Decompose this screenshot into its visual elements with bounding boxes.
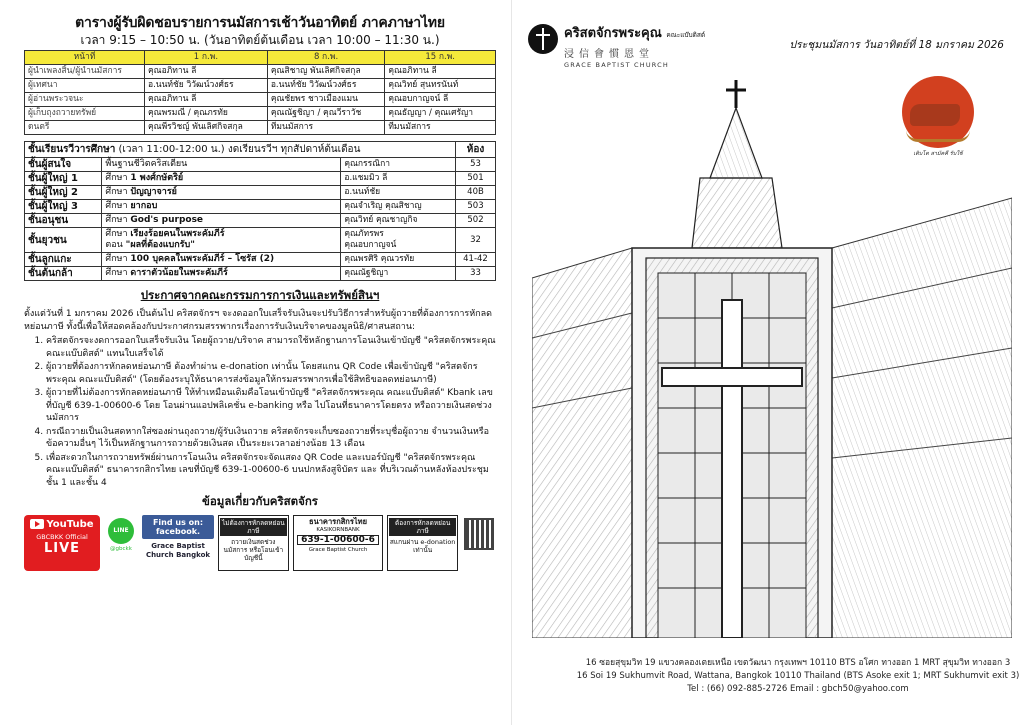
- subject-text: ศึกษา: [105, 201, 128, 211]
- table-cell: อ.นนท์ชัย วิวัฒน์วงศ์ธร: [145, 79, 268, 93]
- notice-title: ประกาศจากคณะกรรมการการเงินและทรัพย์สินฯ: [140, 288, 380, 302]
- class-subject: [102, 267, 341, 281]
- subject-text: ศึกษา: [105, 187, 128, 197]
- list-item: 2. ผู้ถวายที่ต้องการหักลดหย่อนภาษี ต้องทำผ่าน e-donation เท่านั้น โดยสแกน QR Code เพื่อเข้าบัญชี "คริสตจักรพระคุณ คณะแบ๊บติสต์" (โดยต้องระบุให้ธนาคารส่งข้อมูลให้กรมสรรพากรเพื่อใช้สิทธิขอลดหย่อนภาษี): [46, 361, 496, 386]
- facebook-badge[interactable]: [142, 515, 214, 571]
- youtube-play-icon: [30, 519, 44, 529]
- class-room: 503: [456, 200, 496, 214]
- youtube-brand: YouTube: [46, 519, 94, 530]
- steeple: [710, 108, 762, 178]
- schedule-title: ตารางผู้รับผิดชอบรายการนมัสการเช้าวันอาทิตย์ ภาคภาษาไทย: [75, 15, 445, 31]
- table-cell: คุณณัฐชิญา / คุณวีราวัช: [267, 107, 385, 121]
- facebook-logo: Find us on: facebook.: [142, 515, 214, 539]
- church-emblem-icon: [892, 74, 984, 166]
- table-row: [25, 253, 496, 267]
- table-row: [25, 172, 496, 186]
- class-teacher: คุณณัฐชิญา: [341, 267, 456, 281]
- cross-logo-icon: [528, 24, 558, 54]
- address-en: 16 Soi 19 Sukhumvit Road, Wattana, Bangkok 10110 Thailand (BTS Asoke exit 1; MRT Sukhumvit exit 3): [576, 671, 1020, 681]
- subject-text: ศึกษา: [105, 268, 128, 278]
- class-teacher: อ.แชมมิว ลี: [341, 172, 456, 186]
- table-row: [25, 79, 496, 93]
- class-room: 32: [456, 228, 496, 253]
- class-subject: [102, 228, 341, 253]
- class-name: ชั้นผู้ใหญ่ 2: [25, 186, 102, 200]
- church-name-th-text: คริสตจักรพระคุณ: [564, 26, 662, 41]
- class-teacher: คุณพรศิริ คุณวรทัย: [341, 253, 456, 267]
- table-cell: ทีมนมัสการ: [267, 121, 385, 135]
- table-row: [25, 107, 496, 121]
- role-cell: ผู้เก็บถุงถวายทรัพย์: [25, 107, 145, 121]
- class-subject: [102, 253, 341, 267]
- church-denomination: คณะแบ๊บติสต์: [666, 31, 706, 39]
- right-wing: [832, 198, 1012, 638]
- class-name: ชั้นผู้ใหญ่ 3: [25, 200, 102, 214]
- subject-book: ยากอบ: [130, 201, 158, 211]
- class-name: ชั้นผู้สนใจ: [25, 158, 102, 172]
- account-number: 639-1-00600-6: [297, 535, 380, 545]
- church-name-cn: 浸信會慣恩堂: [564, 49, 654, 60]
- table-row: [25, 93, 496, 107]
- subject-book: ดาราตัวน้อยในพระคัมภีร์: [130, 268, 228, 278]
- role-cell: ผู้นำเพลงสิ้น/ผู้นำนมัสการ: [25, 65, 145, 79]
- subject-text: พื้นฐานชีวิตคริสเตียน: [105, 159, 188, 169]
- class-name: ชั้นผู้ใหญ่ 1: [25, 172, 102, 186]
- classes-header: [25, 142, 456, 158]
- class-room: 53: [456, 158, 496, 172]
- youtube-badge[interactable]: [24, 515, 100, 571]
- no-deduction-box: [218, 515, 289, 571]
- classes-title: ชั้นเรียนรวีวารศึกษา: [28, 144, 116, 155]
- class-name: ชั้นลูกแกะ: [25, 253, 102, 267]
- qr-code-icon: [464, 518, 494, 550]
- class-teacher: คุณจำเริญ คุณสิชาญ: [341, 200, 456, 214]
- tower: [692, 178, 782, 248]
- bank-name: ธนาคารกสิกรไทย: [309, 517, 367, 526]
- table-cell: คุณพรมณี / คุณภรทัย: [145, 107, 268, 121]
- class-teacher: อ.นนท์ชัย: [341, 186, 456, 200]
- subject-book: ปัญญาจารย์: [130, 187, 177, 197]
- role-cell: ผู้อ่านพระวจนะ: [25, 93, 145, 107]
- notice-list: [24, 335, 496, 489]
- church-info-title: ข้อมูลเกี่ยวกับคริสตจักร: [202, 494, 318, 508]
- right-page: [512, 0, 1024, 725]
- account-name: Grace Baptist Church: [308, 547, 368, 553]
- left-wing: [532, 248, 632, 638]
- table-cell: คุณอภิทาน ลี: [385, 65, 496, 79]
- table-row: [25, 267, 496, 281]
- subject-text: ศึกษา: [105, 229, 128, 239]
- qr-code[interactable]: [462, 515, 496, 571]
- service-date: ประชุมนมัสการ วันอาทิตย์ที่ 18 มกราคม 2026: [789, 39, 1004, 51]
- table-row: [25, 158, 496, 172]
- class-subject: [102, 158, 341, 172]
- column-header: 15 ก.พ.: [385, 51, 496, 65]
- schedule-subtitle: เวลา 9:15 – 10:50 น. (วันอาทิตย์ต้นเดือน เวลา 10:00 – 11:30 น.): [80, 33, 440, 47]
- contact-info: Tel : (66) 092-885-2726 Email : gbch50@yahoo.com: [687, 684, 909, 694]
- table-cell: คุณธัญญา / คุณเศรัญา: [385, 107, 496, 121]
- table-header-row: [25, 51, 496, 65]
- no-deduction-title: ไม่ต้องการหักลดหย่อนภาษี: [221, 519, 285, 535]
- table-header-row: [25, 142, 496, 158]
- subject-book: เรียงร้อยคนในพระคัมภีร์: [130, 229, 225, 239]
- church-name-th: [564, 22, 705, 43]
- bank-name-en: KASIKORNBANK: [316, 527, 360, 533]
- class-room: 41-42: [456, 253, 496, 267]
- notice-intro: ตั้งแต่วันที่ 1 มกราคม 2026 เป็นต้นไป คริสตจักรฯ จะงดออกใบเสร็จรับเงินจะปรับวิธีการสำหรับผู้ถวายที่ต้องการการหักลดหย่อนภาษี ทั้งนี้เพื่อให้สอดคล้องกับประกาศกรมสรรพากรเรื่องการรับเงินบริจาคของมูลนิธิ/ศาสนสถาน:: [24, 309, 492, 332]
- line-id: @gbckk: [110, 546, 132, 552]
- table-cell: คุณอภิทาน ลี: [145, 93, 268, 107]
- class-name: ชั้นยุวชน: [25, 228, 102, 253]
- church-info-row: [24, 515, 496, 571]
- column-header: 1 ก.พ.: [145, 51, 268, 65]
- role-cell: ผู้เทศนา: [25, 79, 145, 93]
- table-cell: อ.นนท์ชัย วิวัฒน์วงศ์ธร: [267, 79, 385, 93]
- class-subject: [102, 172, 341, 186]
- deduction-box: [387, 515, 458, 571]
- line-badge[interactable]: [104, 515, 138, 571]
- table-cell: คุณพีรวิชญ์ พันเลิศกิจสกุล: [145, 121, 268, 135]
- youtube-channel: GBCBKK Official: [36, 533, 88, 541]
- sunday-school-table: [24, 141, 496, 281]
- table-row: [25, 65, 496, 79]
- subject-text: ศึกษา: [105, 254, 128, 264]
- church-name: [564, 22, 705, 69]
- teacher-name: คุณอบกาญจน์: [344, 240, 397, 250]
- table-cell: ทีมนมัสการ: [385, 121, 496, 135]
- table-row: [25, 214, 496, 228]
- line-logo-icon: LINE: [108, 518, 134, 544]
- table-cell: คุณอภิทาน ลี: [145, 65, 268, 79]
- teacher-name: คุณภัทรพร: [344, 229, 384, 239]
- class-room: 40B: [456, 186, 496, 200]
- column-header: 8 ก.พ.: [267, 51, 385, 65]
- list-item: 3. ผู้ถวายที่ไม่ต้องการหักลดหย่อนภาษี ให้ทำเหมือนเดิมคือโอนเข้าบัญชี "คริสตจักรพระคุณ คณะแบ๊บติสต์" Kbank เลขที่บัญชี 639-1-00600-6 โดย โอนผ่านแอปพลิเคชั่น e-banking หรือ ไปโอนที่ธนาคารโดยตรง หรือถวายเงินสดช่วงนมัสการ: [46, 387, 496, 425]
- duty-schedule-table: [24, 50, 496, 135]
- class-teacher: คุณกรรณิกา: [341, 158, 456, 172]
- role-cell: ดนตรี: [25, 121, 145, 135]
- class-subject: [102, 200, 341, 214]
- table-row: [25, 200, 496, 214]
- class-room: 502: [456, 214, 496, 228]
- address-th: 16 ซอยสุขุมวิท 19 แขวงคลองเตยเหนือ เขตวัฒนา กรุงเทพฯ 10110 BTS อโศก ทางออก 1 MRT สุขุมวิท ทางออก 3: [585, 658, 1011, 668]
- table-cell: คุณอบกาญจน์ ลี: [385, 93, 496, 107]
- church-name-en: GRACE BAPTIST CHURCH: [564, 61, 670, 69]
- subject-episode: "ผลที่ต้องแบกรับ": [125, 240, 195, 250]
- table-cell: คุณชัยพร ชาวเมืองแมน: [267, 93, 385, 107]
- table-row: [25, 186, 496, 200]
- table-cell: คุณวิทย์ สุนทรนันท์: [385, 79, 496, 93]
- youtube-logo: [24, 519, 100, 530]
- emblem-motto: เติบโต สามัคคี รับใช้: [913, 151, 963, 157]
- deduction-title: ต้องการหักลดหย่อนภาษี: [389, 518, 456, 536]
- class-room: 501: [456, 172, 496, 186]
- subject-text: ศึกษา: [105, 173, 128, 183]
- kbank-account-box: [293, 515, 384, 571]
- column-header: หน้าที่: [25, 51, 145, 65]
- list-item: 4. กรณีถวายเป็นเงินสดหากใส่ซองผ่านถุงถวาย/ผู้รับเงินถวาย คริสตจักรจะเก็บซองถวายที่ระบุชื่อผู้ถวาย จำนวนเงินหรือข้อความอื่นๆ ไว้เป็นหลักฐานการถวายด้วยเงินสด เป็นระยะเวลาอย่างน้อย 13 เดือน: [46, 426, 496, 451]
- class-subject: [102, 214, 341, 228]
- subject-text: ตอน: [105, 240, 123, 250]
- class-subject: [102, 186, 341, 200]
- subject-book: God's purpose: [130, 215, 204, 225]
- no-deduction-text: ถวายเงินสดช่วงนมัสการ หรือโอนเข้าบัญชีนี้: [223, 538, 284, 562]
- subject-book: 100 บุคคลในพระคัมภีร์ – โซรัส (2): [130, 254, 275, 264]
- classes-time: (เวลา 11:00-12:00 น.) งดเรียนรวีฯ ทุกสัปดาห์ต้นเดือน: [118, 144, 361, 155]
- table-row: [25, 228, 496, 253]
- list-item: 1. คริสตจักรจะงดการออกใบเสร็จรับเงิน โดยผู้ถวาย/บริจาค สามารถใช้หลักฐานการโอนเงินเข้าบัญชี "คริสตจักรพระคุณ คณะแบ๊บติสต์" แทนใบเสร็จได้: [46, 335, 496, 360]
- list-item: 5. เพื่อสะดวกในการถวายทรัพย์ผ่านการโอนเงิน คริสตจักรจะจัดแสดง QR Code และเบอร์บัญชี "คริสตจักรพระคุณ คณะแบ๊บติสต์" ธนาคารกสิกรไทย เลขที่บัญชี 639-1-00600-6 บนปกหลังสูจิบัตร และ ที่บริเวณด้านหลังห้องประชุมชั้น 1 และชั้น 4: [46, 452, 496, 490]
- emblem-book: [906, 130, 970, 142]
- class-teacher: [341, 228, 456, 253]
- room-header: ห้อง: [456, 142, 496, 158]
- youtube-live: LIVE: [43, 541, 81, 556]
- table-row: [25, 121, 496, 135]
- subject-text: ศึกษา: [105, 215, 128, 225]
- deduction-text: สแกนผ่าน e-donation เท่านั้น: [389, 538, 456, 554]
- table-cell: คุณสิชาญ พันเลิศกิจสกุล: [267, 65, 385, 79]
- class-room: 33: [456, 267, 496, 281]
- subject-book: 1 พงศ์กษัตริย์: [130, 173, 184, 183]
- class-name: ชั้นต้นกล้า: [25, 267, 102, 281]
- class-name: ชั้นอนุชน: [25, 214, 102, 228]
- church-address: [512, 657, 1024, 696]
- emblem-hand: [910, 104, 960, 126]
- facebook-page-name: Grace Baptist Church Bangkok: [145, 542, 211, 559]
- class-teacher: คุณวิทย์ คุณชาญกิจ: [341, 214, 456, 228]
